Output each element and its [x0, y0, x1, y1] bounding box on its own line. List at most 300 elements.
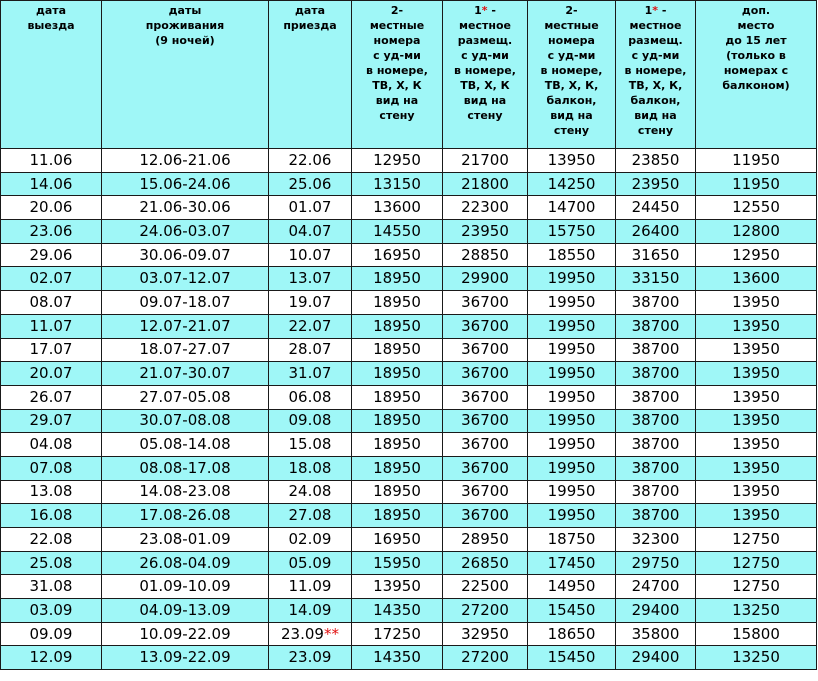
price-single-balcony-cell [616, 172, 696, 196]
cell-value: 26850 [461, 553, 509, 572]
cell-value: 23950 [461, 221, 509, 240]
table-row [1, 196, 817, 220]
table-body [1, 149, 817, 670]
header-line: ТВ, Х, К, [544, 79, 599, 92]
price-double-balcony-cell [528, 314, 616, 338]
cell-value: 18950 [373, 269, 421, 288]
cell-value: 13.08 [29, 482, 73, 501]
price-double-wall-cell [352, 362, 443, 386]
cell-value: 32300 [631, 529, 680, 548]
price-double-balcony-cell [528, 338, 616, 362]
header-line: стену [553, 124, 590, 137]
price-double-wall-cell [352, 338, 443, 362]
table-row [1, 267, 817, 291]
cell-value: 11.09 [288, 577, 332, 596]
table-row [1, 338, 817, 362]
header-line: номерах с [723, 64, 789, 77]
header-line: стену [637, 124, 674, 137]
price-double-balcony-cell [528, 220, 616, 244]
price-single-balcony-cell [616, 528, 696, 552]
cell-value: 38700 [631, 316, 680, 335]
price-single-wall-cell [443, 622, 528, 646]
price-single-wall-cell [443, 149, 528, 173]
arrival-date-cell [269, 622, 352, 646]
departure-date-cell [1, 196, 102, 220]
cell-value: 04.07 [288, 221, 332, 240]
cell-value: 02.09 [288, 529, 332, 548]
price-extra-bed-cell [696, 291, 817, 315]
header-line: дата [35, 4, 67, 17]
table-row [1, 551, 817, 575]
cell-value: 18.07-27.07 [139, 340, 231, 359]
stay-dates-cell [102, 172, 269, 196]
cell-value: 06.08 [288, 387, 332, 406]
cell-value: 38700 [631, 482, 680, 501]
table-row [1, 291, 817, 315]
price-single-balcony-cell [616, 646, 696, 670]
stay-dates-cell [102, 433, 269, 457]
departure-date-cell [1, 220, 102, 244]
price-single-balcony-cell [616, 314, 696, 338]
price-single-wall-cell [443, 196, 528, 220]
price-single-wall-cell [443, 314, 528, 338]
header-line: (9 ночей) [155, 34, 215, 47]
cell-value: 14.06 [29, 174, 73, 193]
header-line: доп. [741, 4, 771, 17]
price-double-wall-cell [352, 599, 443, 623]
price-extra-bed-cell [696, 172, 817, 196]
cell-value: 12750 [732, 553, 780, 572]
price-single-balcony-cell [616, 551, 696, 575]
cell-value: 13250 [732, 648, 780, 667]
departure-date-cell [1, 385, 102, 409]
header-line: местные [544, 19, 599, 32]
cell-value: 36700 [461, 387, 509, 406]
cell-value: 03.07-12.07 [139, 269, 231, 288]
departure-date-cell [1, 338, 102, 362]
cell-value: 12750 [732, 529, 780, 548]
price-single-balcony-cell [616, 385, 696, 409]
price-extra-bed-cell [696, 338, 817, 362]
cell-value: 05.08-14.08 [139, 435, 231, 454]
arrival-date-cell [269, 196, 352, 220]
price-single-balcony-cell [616, 409, 696, 433]
arrival-date-cell [269, 362, 352, 386]
cell-value: 13950 [732, 340, 780, 359]
header-single-wall-view [443, 1, 528, 149]
header-line: номера [373, 34, 421, 47]
cell-value: 25.06 [288, 174, 332, 193]
price-extra-bed-cell [696, 456, 817, 480]
cell-value: 11950 [732, 174, 780, 193]
stay-dates-cell [102, 575, 269, 599]
stay-dates-cell [102, 646, 269, 670]
cell-value: 18950 [373, 435, 421, 454]
header-line: с уд-ми [461, 49, 509, 62]
price-single-balcony-cell [616, 220, 696, 244]
cell-value: 31.08 [29, 577, 73, 596]
cell-value: 11.07 [29, 316, 73, 335]
arrival-date-cell [269, 646, 352, 670]
header-row [1, 1, 817, 149]
header-line: ТВ, Х, К, [628, 79, 683, 92]
header-line: стену [467, 109, 503, 122]
cell-value: 15450 [547, 648, 596, 667]
price-single-wall-cell [443, 504, 528, 528]
cell-value: 13250 [732, 600, 780, 619]
cell-value: 14250 [547, 174, 596, 193]
header-line: ТВ, Х, К [460, 79, 510, 92]
price-extra-bed-cell [696, 362, 817, 386]
cell-value: 12800 [732, 221, 780, 240]
price-extra-bed-cell [696, 599, 817, 623]
cell-value: 24.08 [288, 482, 332, 501]
cell-value: 19950 [547, 506, 596, 525]
cell-value: 13950 [732, 458, 780, 477]
cell-value: 03.09 [29, 600, 73, 619]
cell-value: 17.07 [29, 340, 73, 359]
cell-value: 15450 [547, 600, 596, 619]
header-departure-date [1, 1, 102, 149]
cell-value: 15.08 [288, 435, 332, 454]
departure-date-cell [1, 362, 102, 386]
header-line: стену [379, 109, 415, 122]
cell-value: 10.09-22.09 [139, 624, 231, 643]
cell-value: 12.09 [29, 648, 73, 667]
cell-value: 31.07 [288, 364, 332, 383]
cell-value: 38700 [631, 340, 680, 359]
cell-value: 18950 [373, 411, 421, 430]
cell-value: 36700 [461, 411, 509, 430]
cell-value: 09.07-18.07 [139, 292, 231, 311]
header-line: проживания [145, 19, 225, 32]
header-line: приезда [283, 19, 337, 32]
table-row [1, 528, 817, 552]
price-single-balcony-cell [616, 243, 696, 267]
header-line: балкон, [630, 94, 681, 107]
price-extra-bed-cell [696, 409, 817, 433]
price-single-balcony-cell [616, 291, 696, 315]
header-dash: - [658, 4, 667, 17]
cell-value: 18750 [547, 529, 596, 548]
header-line: вид на [634, 109, 677, 122]
cell-value: 33150 [631, 269, 680, 288]
price-single-balcony-cell [616, 267, 696, 291]
table-row [1, 622, 817, 646]
cell-value: 18950 [373, 482, 421, 501]
header-line: балконом) [722, 79, 790, 92]
arrival-date-cell [269, 172, 352, 196]
cell-value: 12950 [732, 245, 780, 264]
cell-value: 23.08-01.09 [139, 529, 231, 548]
table-row [1, 362, 817, 386]
table-row [1, 480, 817, 504]
cell-value: 15750 [547, 221, 596, 240]
price-single-wall-cell [443, 267, 528, 291]
cell-value: 11950 [732, 150, 780, 169]
price-double-balcony-cell [528, 196, 616, 220]
header-line: местные [369, 19, 425, 32]
departure-date-cell [1, 480, 102, 504]
price-double-balcony-cell [528, 243, 616, 267]
header-line: с уд-ми [631, 49, 680, 62]
cell-value: 13950 [732, 482, 780, 501]
cell-value: 13600 [373, 198, 421, 217]
arrival-date-cell [269, 409, 352, 433]
price-single-balcony-cell [616, 480, 696, 504]
arrival-date-cell [269, 243, 352, 267]
cell-value: 38700 [631, 364, 680, 383]
cell-value: 10.07 [288, 245, 332, 264]
cell-value: 13950 [732, 387, 780, 406]
arrival-date-cell [269, 433, 352, 457]
cell-value: 19950 [547, 364, 596, 383]
cell-value: 23850 [631, 150, 680, 169]
cell-value: 21700 [461, 150, 509, 169]
cell-value: 12.07-21.07 [139, 316, 231, 335]
footnote-asterisk: * [652, 4, 658, 17]
cell-value: 14.09 [288, 600, 332, 619]
table-row [1, 433, 817, 457]
cell-value: 18.08 [288, 458, 332, 477]
cell-value: 04.09-13.09 [139, 600, 231, 619]
departure-date-cell [1, 528, 102, 552]
cell-value: 22300 [461, 198, 509, 217]
price-extra-bed-cell [696, 267, 817, 291]
price-extra-bed-cell [696, 622, 817, 646]
price-single-balcony-cell [616, 196, 696, 220]
arrival-date-cell [269, 267, 352, 291]
cell-value: 20.07 [29, 364, 73, 383]
cell-value: 26.08-04.09 [139, 553, 231, 572]
cell-value: 08.08-17.08 [139, 458, 231, 477]
price-extra-bed-cell [696, 314, 817, 338]
price-double-wall-cell [352, 551, 443, 575]
header-line [443, 3, 527, 18]
arrival-date-cell [269, 456, 352, 480]
cell-value: 19950 [547, 340, 596, 359]
cell-value: 13950 [732, 435, 780, 454]
price-single-balcony-cell [616, 622, 696, 646]
price-double-balcony-cell [528, 575, 616, 599]
cell-value: 19950 [547, 316, 596, 335]
cell-value: 09.09 [29, 624, 73, 643]
cell-value: 12950 [373, 150, 421, 169]
cell-value: 36700 [461, 316, 509, 335]
header-double-balcony [528, 1, 616, 149]
header-line: вид на [375, 94, 419, 107]
price-extra-bed-cell [696, 433, 817, 457]
arrival-date-cell [269, 575, 352, 599]
cell-value: 36700 [461, 458, 509, 477]
price-single-wall-cell [443, 362, 528, 386]
departure-date-cell [1, 456, 102, 480]
price-single-wall-cell [443, 172, 528, 196]
arrival-date-cell [269, 385, 352, 409]
stay-dates-cell [102, 243, 269, 267]
price-double-balcony-cell [528, 480, 616, 504]
header-line: размещ. [457, 34, 513, 47]
price-single-wall-cell [443, 528, 528, 552]
cell-value: 29400 [631, 600, 680, 619]
cell-value: 13600 [732, 269, 780, 288]
cell-value: 19.07 [288, 292, 332, 311]
price-double-wall-cell [352, 433, 443, 457]
price-double-balcony-cell [528, 409, 616, 433]
table-row [1, 172, 817, 196]
price-double-balcony-cell [528, 291, 616, 315]
cell-value: 38700 [631, 435, 680, 454]
price-double-wall-cell [352, 456, 443, 480]
cell-value: 24.06-03.07 [139, 221, 231, 240]
cell-value: 01.07 [288, 198, 332, 217]
cell-value: 07.08 [29, 458, 73, 477]
header-line [616, 3, 695, 18]
table-row [1, 575, 817, 599]
cell-value: 18550 [547, 245, 596, 264]
price-double-wall-cell [352, 314, 443, 338]
price-double-balcony-cell [528, 267, 616, 291]
header-line: (только в [726, 49, 786, 62]
stay-dates-cell [102, 385, 269, 409]
price-double-balcony-cell [528, 149, 616, 173]
departure-date-cell [1, 575, 102, 599]
price-extra-bed-cell [696, 480, 817, 504]
cell-value: 09.08 [288, 411, 332, 430]
table-row [1, 243, 817, 267]
price-single-wall-cell [443, 409, 528, 433]
header-line: с уд-ми [547, 49, 596, 62]
departure-date-cell [1, 504, 102, 528]
cell-value: 11.06 [29, 150, 73, 169]
cell-value: 05.09 [288, 553, 332, 572]
stay-dates-cell [102, 196, 269, 220]
price-double-wall-cell [352, 149, 443, 173]
cell-value: 13950 [547, 150, 596, 169]
price-double-wall-cell [352, 220, 443, 244]
cell-value: 36700 [461, 340, 509, 359]
price-double-wall-cell [352, 291, 443, 315]
price-double-balcony-cell [528, 504, 616, 528]
cell-value: 27.08 [288, 506, 332, 525]
stay-dates-cell [102, 362, 269, 386]
cell-value: 23.09 [288, 648, 332, 667]
cell-value: 14950 [547, 577, 596, 596]
header-line: место [737, 19, 775, 32]
price-double-balcony-cell [528, 599, 616, 623]
table-row [1, 599, 817, 623]
price-double-balcony-cell [528, 456, 616, 480]
cell-value: 31650 [631, 245, 680, 264]
price-double-wall-cell [352, 504, 443, 528]
stay-dates-cell [102, 504, 269, 528]
cell-value: 26400 [631, 221, 680, 240]
departure-date-cell [1, 622, 102, 646]
price-double-balcony-cell [528, 551, 616, 575]
cell-value: 19950 [547, 387, 596, 406]
price-double-balcony-cell [528, 362, 616, 386]
price-single-balcony-cell [616, 504, 696, 528]
price-single-wall-cell [443, 433, 528, 457]
cell-value: 38700 [631, 411, 680, 430]
price-single-wall-cell [443, 480, 528, 504]
table-row [1, 385, 817, 409]
header-line: в номере, [454, 64, 516, 77]
price-single-wall-cell [443, 243, 528, 267]
price-single-wall-cell [443, 385, 528, 409]
cell-value: 18950 [373, 387, 421, 406]
price-single-wall-cell [443, 575, 528, 599]
cell-value: 28850 [461, 245, 509, 264]
header-line: дата [294, 4, 326, 17]
header-line: 2- [565, 4, 578, 17]
header-line: вид на [550, 109, 593, 122]
price-double-balcony-cell [528, 172, 616, 196]
departure-date-cell [1, 433, 102, 457]
cell-value: 08.07 [29, 292, 73, 311]
cell-value: 36700 [461, 435, 509, 454]
header-line: выезда [27, 19, 75, 32]
header-line: 2- [390, 4, 404, 17]
stay-dates-cell [102, 149, 269, 173]
cell-value: 04.08 [29, 435, 73, 454]
stay-dates-cell [102, 599, 269, 623]
arrival-date-cell [269, 599, 352, 623]
departure-date-cell [1, 314, 102, 338]
cell-value: 02.07 [29, 269, 73, 288]
header-line: вид на [463, 94, 507, 107]
price-single-balcony-cell [616, 599, 696, 623]
double-asterisk-mark: ** [323, 624, 339, 643]
cell-value: 27200 [461, 648, 509, 667]
stay-dates-cell [102, 291, 269, 315]
cell-value: 23.06 [29, 221, 73, 240]
price-double-wall-cell [352, 575, 443, 599]
departure-date-cell [1, 291, 102, 315]
header-single-balcony [616, 1, 696, 149]
stay-dates-cell [102, 409, 269, 433]
price-single-wall-cell [443, 338, 528, 362]
stay-dates-cell [102, 528, 269, 552]
header-dash: - [487, 4, 496, 17]
price-extra-bed-cell [696, 385, 817, 409]
cell-value: 18950 [373, 292, 421, 311]
departure-date-cell [1, 409, 102, 433]
cell-value: 17250 [373, 624, 421, 643]
stay-dates-cell [102, 220, 269, 244]
price-extra-bed-cell [696, 646, 817, 670]
arrival-date-cell [269, 551, 352, 575]
table-row [1, 504, 817, 528]
stay-dates-cell [102, 551, 269, 575]
price-double-wall-cell [352, 267, 443, 291]
cell-value: 29.07 [29, 411, 73, 430]
table-row [1, 314, 817, 338]
price-double-wall-cell [352, 646, 443, 670]
cell-value: 22.07 [288, 316, 332, 335]
header-number: 1 [644, 4, 653, 17]
price-single-wall-cell [443, 456, 528, 480]
cell-value: 14350 [373, 600, 421, 619]
cell-value: 19950 [547, 292, 596, 311]
header-line: с уд-ми [373, 49, 421, 62]
cell-value: 29750 [631, 553, 680, 572]
price-single-wall-cell [443, 599, 528, 623]
cell-value: 19950 [547, 482, 596, 501]
arrival-date-cell [269, 504, 352, 528]
price-single-wall-cell [443, 291, 528, 315]
price-single-wall-cell [443, 551, 528, 575]
